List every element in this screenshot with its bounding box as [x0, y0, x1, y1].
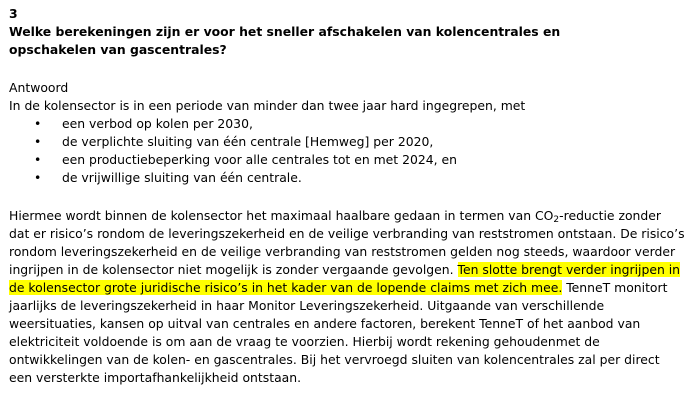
- answer-intro: In de kolensector is in een periode van minder dan twee jaar hard ingegrepen, met: [9, 98, 526, 113]
- list-item-text: de vrijwillige sluiting van één centrale.: [62, 170, 302, 185]
- document: [9, 5, 685, 387]
- spacer: [9, 59, 685, 79]
- bullet-icon: •: [34, 116, 42, 131]
- question-title: Welke berekeningen zijn er voor het sneller afschakelen van kolencentrales en opschakelen van gascentrales?: [9, 24, 561, 57]
- list-item: [9, 151, 685, 169]
- list-item: [9, 133, 685, 151]
- measures-list: [9, 115, 685, 187]
- paragraph-text-1a: Hiermee wordt binnen de kolensector het maximaal haalbare gedaan in termen van CO: [9, 208, 554, 223]
- list-item-text: de verplichte sluiting van één centrale [Hemweg] per 2020,: [62, 134, 434, 149]
- spacer: [9, 187, 685, 207]
- bullet-icon: •: [34, 170, 42, 185]
- paragraph-text-2: TenneT monitort jaarlijks de leveringszekerheid in haar Monitor Leveringszekerheid. Uitgaande van verschillende weersituaties, kansen op uitval van centrales en andere factoren, berekent TenneT of het aanbod van elektriciteit voldoende is om aan de vraag te voorzien. Hierbij wordt rekening gehoudenmet de ontwikkelingen van de kolen- en gascentrales. Bij het vervroegd sluiten van kolencentrales zal per direct een versterkte importafhankelijkheid ontstaan.: [9, 280, 668, 385]
- bullet-icon: •: [34, 134, 42, 149]
- question-number: 3: [9, 6, 18, 21]
- list-item-text: een productiebeperking voor alle centrales tot en met 2024, en: [62, 152, 457, 167]
- paragraph-text-1b: -reductie zonder dat er risico’s rondom de leveringszekerheid en de veilige verbranding van reststromen ontstaan. De risico’s rondom leveringszekerheid en de veilige verbranding van reststromen gelden nog steeds, waardoor verder ingrijpen in de kolensector niet mogelijk is zonder vergaande gevolgen.: [9, 208, 685, 277]
- list-item: [9, 169, 685, 187]
- list-item-text: een verbod op kolen per 2030,: [62, 116, 253, 131]
- co2-subscript: 2: [553, 215, 560, 225]
- highlighted-sentence: Ten slotte brengt verder ingrijpen in de kolensector grote juridische risico’s in het kader van de lopende claims met zich mee.: [9, 262, 681, 295]
- answer-paragraph: [9, 207, 685, 387]
- list-item: [9, 115, 685, 133]
- answer-heading: Antwoord: [9, 80, 69, 95]
- bullet-icon: •: [34, 152, 42, 167]
